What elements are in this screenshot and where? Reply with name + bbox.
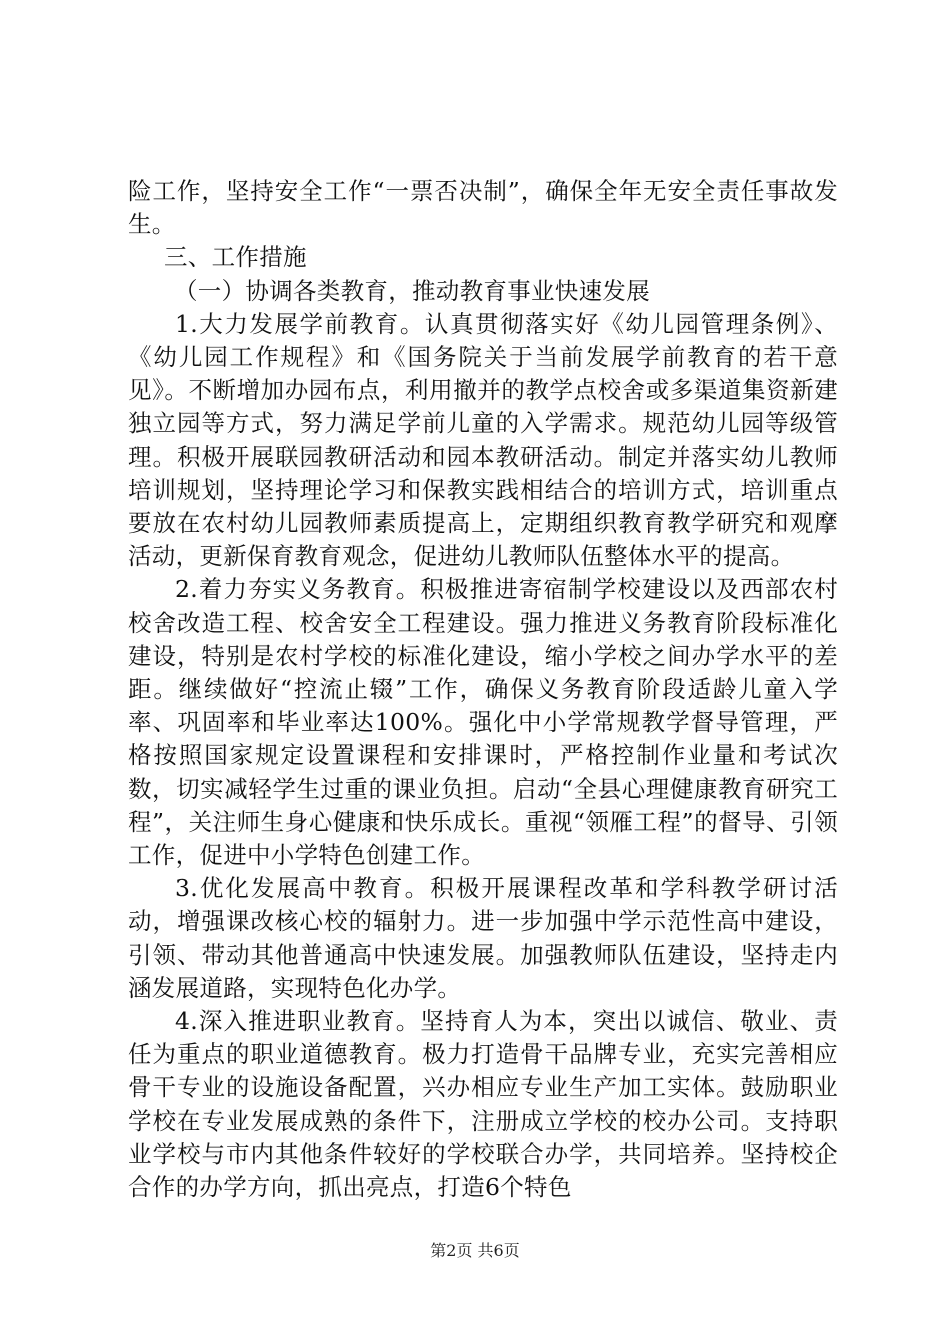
document-body bbox=[128, 175, 838, 1204]
section-heading: 三、工作措施 bbox=[164, 243, 307, 272]
subsection-heading: （一）协调各类教育，推动教育事业快速发展 bbox=[174, 276, 650, 305]
paragraph-high-school-education: 3.优化发展高中教育。积极开展课程改革和学科教学研讨活动，增强课改核心校的辐射力。进一步加强中学示范性高中建设，引领、带动其他普通高中快速发展。加强教师队伍建设，坚持走内涵发展道路，实现特色化办学。 bbox=[128, 874, 838, 1002]
paragraph-vocational-education: 4.深入推进职业教育。坚持育人为本，突出以诚信、敬业、责任为重点的职业道德教育。极力打造骨干品牌专业，充实完善相应骨干专业的设施设备配置，兴办相应专业生产加工实体。鼓励职业学校在专业发展成熟的条件下，注册成立学校的校办公司。支持职业学校与市内其他条件较好的学校联合办学，共同培养。坚持校企合作的办学方向，抓出亮点，打造6个特色 bbox=[128, 1007, 838, 1202]
paragraph-compulsory-education: 2.着力夯实义务教育。积极推进寄宿制学校建设以及西部农村校舍改造工程、校舍安全工程建设。强力推进义务教育阶段标准化建设，特别是农村学校的标准化建设，缩小学校之间办学水平的差距。继续做好“控流止辍”工作，确保义务教育阶段适龄儿童入学率、巩固率和毕业率达100%。强化中小学常规教学督导管理，严格按照国家规定设置课程和安排课时，严格控制作业量和考试次数，切实减轻学生过重的课业负担。启动“全县心理健康教育研究工程”，关注师生身心健康和快乐成长。重视“领雁工程”的督导、引领工作，促进中小学特色创建工作。 bbox=[128, 575, 838, 870]
paragraph-continuation: 险工作，坚持安全工作“一票否决制”，确保全年无安全责任事故发生。 bbox=[128, 177, 838, 239]
paragraph-preschool-education: 1.大力发展学前教育。认真贯彻落实好《幼儿园管理条例》、《幼儿园工作规程》和《国务院关于当前发展学前教育的若干意见》。不断增加办园布点，利用撤并的教学点校舍或多渠道集资新建独立园等方式，努力满足学前儿童的入学需求。规范幼儿园等级管理。积极开展联园教研活动和园本教研活动。制定并落实幼儿教师培训规划，坚持理论学习和保教实践相结合的培训方式，培训重点要放在农村幼儿园教师素质提高上，定期组织教育教学研究和观摩活动，更新保育教育观念，促进幼儿教师队伍整体水平的提高。 bbox=[128, 309, 838, 571]
page-number-footer: 第2页 共6页 bbox=[430, 1241, 520, 1260]
